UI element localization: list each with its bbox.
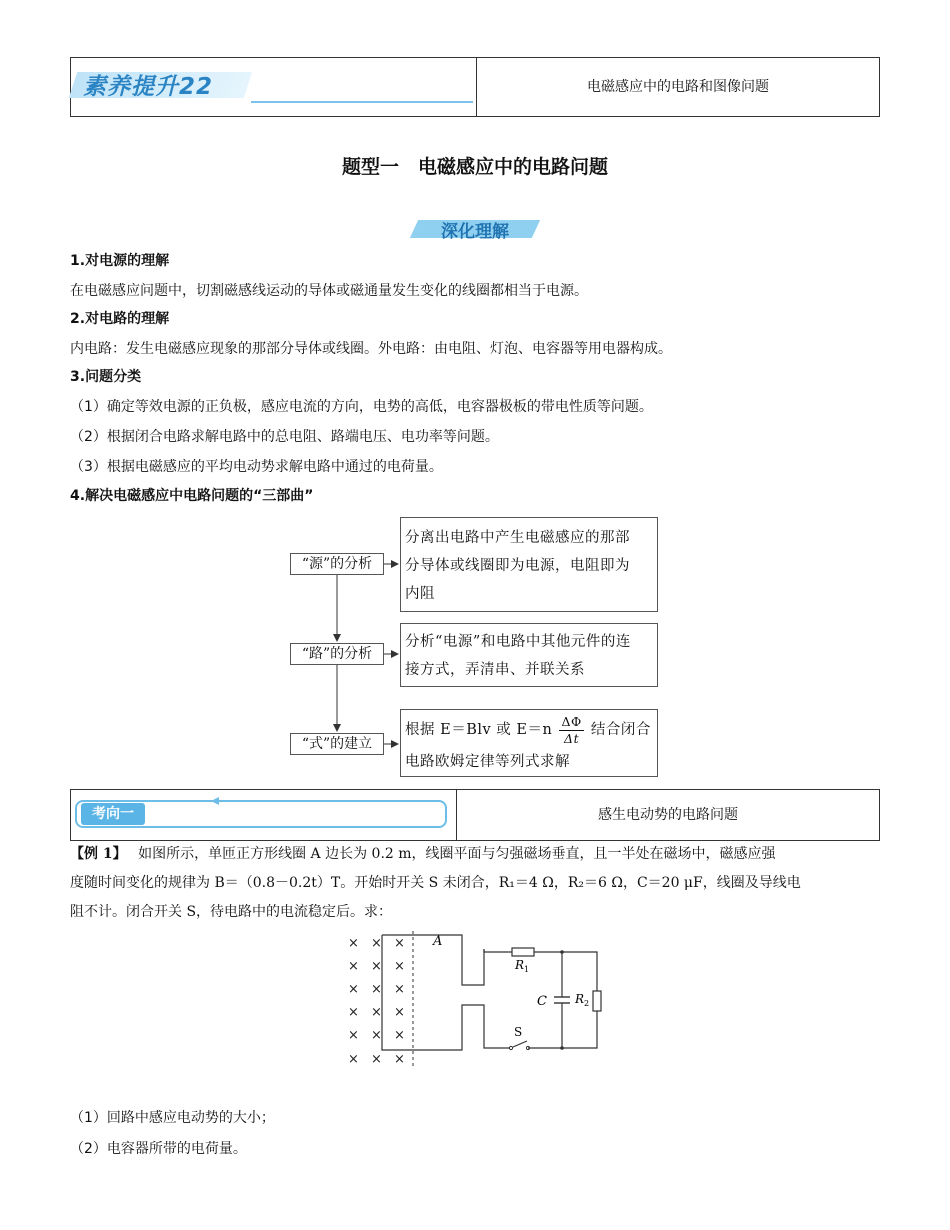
point-3-item: （1）确定等效电源的正负极，感应电流的方向，电势的高低，电容器极板的带电性质等问题。: [70, 399, 653, 415]
circuit-figure: [330, 925, 620, 1075]
example-text: [70, 840, 880, 927]
direction-arrow: [211, 796, 391, 806]
flow-step-source: “源”的分析: [290, 553, 384, 575]
field-cross-mark: ×: [348, 1052, 359, 1067]
point-1-heading: 1.对电源的理解: [70, 253, 170, 269]
point-2-body: 内电路：发生电磁感应现象的那部分导体或线圈。外电路：由电阻、灯泡、电容器等用电器构成。: [70, 341, 672, 357]
flow-box-line: 电路欧姆定律等列式求解: [405, 754, 570, 770]
r2-label: $R_2$: [575, 992, 590, 1008]
flow-step-circuit: “路”的分析: [290, 643, 384, 665]
point-3-item: （2）根据闭合电路求解电路中的总电阻、路端电压、电功率等问题。: [70, 429, 499, 445]
field-cross-mark: ×: [371, 1028, 382, 1043]
field-cross-mark: ×: [394, 982, 405, 997]
field-cross-mark: ×: [371, 1052, 382, 1067]
flow-box-source: [400, 517, 658, 612]
field-cross-mark: ×: [371, 959, 382, 974]
example-line: 【例 1】 如图所示，单匝正方形线圈 A 边长为 0.2 m，线圈平面与匀强磁场垂直，且一半处在磁场中，磁感应强: [70, 846, 776, 862]
magnetic-field: [348, 936, 405, 1067]
flow-box-circuit: [400, 623, 658, 687]
field-cross-mark: ×: [348, 936, 359, 951]
header-topic: 电磁感应中的电路和图像问题: [587, 79, 769, 95]
direction-topic: 感生电动势的电路问题: [598, 807, 738, 823]
field-cross-mark: ×: [371, 982, 382, 997]
flow-box-line: 分析“电源”和电路中其他元件的连: [405, 634, 631, 650]
flow-step-equation: “式”的建立: [290, 733, 384, 755]
point-3-heading: 3.问题分类: [70, 369, 142, 385]
delta-phi-fraction: $\frac{\Delta\Phi}{\Delta t}$: [561, 713, 582, 746]
field-cross-mark: ×: [394, 1052, 405, 1067]
test-direction-bar: [70, 789, 880, 841]
field-cross-mark: ×: [394, 959, 405, 974]
field-cross-mark: ×: [394, 1028, 405, 1043]
badge-text: 深化理解: [441, 222, 509, 242]
section-title: 题型一 电磁感应中的电路问题: [341, 156, 608, 178]
question-1: （1）回路中感应电动势的大小；: [70, 1110, 275, 1126]
brand-title: 素养提升22: [83, 74, 214, 100]
example-line: 阻不计。闭合开关 S，待电路中的电流稳定后。求：: [70, 904, 393, 920]
switch-contact: [509, 1046, 512, 1049]
field-cross-mark: ×: [371, 1005, 382, 1020]
field-cross-mark: ×: [348, 982, 359, 997]
junction-dot: [560, 1046, 564, 1050]
r1-label: $R_1$: [515, 958, 530, 974]
field-cross-mark: ×: [394, 936, 405, 951]
coil-label: A: [433, 934, 443, 949]
flow-box-line: 分导体或线圈即为电源，电阻即为: [405, 558, 630, 574]
point-1-body: 在电磁感应问题中，切割磁感线运动的导体或磁通量发生变化的线圈都相当于电源。: [70, 283, 588, 299]
flow-box-equation: [400, 709, 658, 777]
flow-box-line: 内阻: [405, 586, 435, 602]
point-4-heading: 4.解决电磁感应中电路问题的“三部曲”: [70, 488, 314, 504]
switch-label: S: [514, 1025, 523, 1039]
point-2-heading: 2.对电路的理解: [70, 311, 170, 327]
capacitor-label: C: [537, 994, 547, 1009]
flow-box-line: 分离出电路中产生电磁感应的那部: [405, 530, 630, 546]
question-2: （2）电容器所带的电荷量。: [70, 1141, 247, 1157]
direction-tag: 考向一: [81, 803, 145, 825]
junction-dot: [560, 950, 564, 954]
field-cross-mark: ×: [394, 1005, 405, 1020]
point-3-item: （3）根据电磁感应的平均电动势求解电路中通过的电荷量。: [70, 459, 443, 475]
example-line: 度随时间变化的规律为 B＝（0.8－0.2t）T。开始时开关 S 未闭合，R₁＝4 Ω，R₂＝6 Ω，C＝20 μF，线圈及导线电: [70, 875, 801, 891]
resistor-r1: [512, 948, 534, 956]
field-cross-mark: ×: [371, 936, 382, 951]
switch-s: [513, 1041, 527, 1047]
flow-box-line: 接方式，弄清串、并联关系: [405, 662, 585, 678]
resistor-r2: [593, 991, 601, 1011]
field-cross-mark: ×: [348, 959, 359, 974]
field-cross-mark: ×: [348, 1028, 359, 1043]
field-cross-mark: ×: [348, 1005, 359, 1020]
flow-box-line: 根据 E＝Blv 或 E＝n $\frac{\Delta\Phi}{\Delta t}$ 结合闭合: [405, 713, 651, 746]
